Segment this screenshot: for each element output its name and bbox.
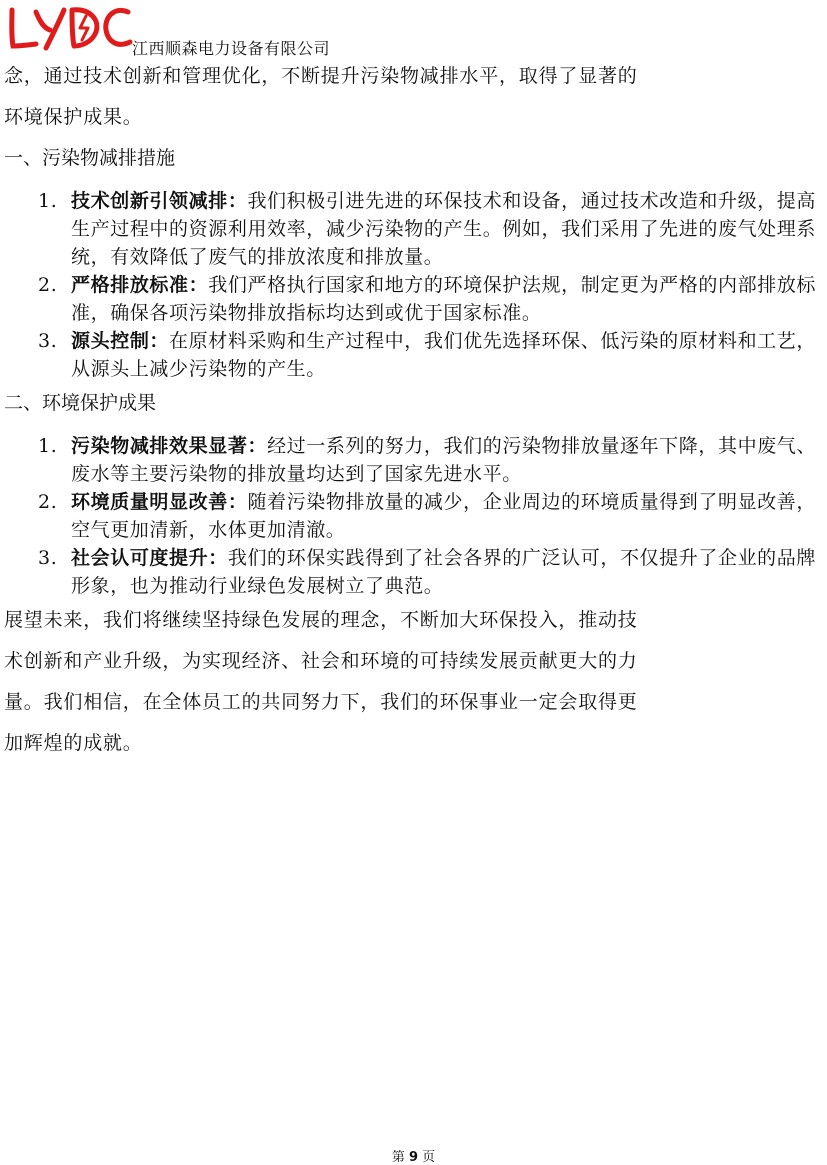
page-suffix: 页 (422, 1150, 436, 1165)
list-item-number: 2. (38, 274, 58, 296)
list-item-title: 技术创新引领减排： (71, 190, 248, 212)
list-item-text: 我们严格执行国家和地方的环境保护法规，制定更 (208, 274, 640, 296)
list-item-text: 为严格的内部排放标准，确保各项污染物排放指标均达到或优于国 (71, 274, 817, 324)
closing-line: 加辉煌的成就。 (4, 732, 143, 754)
section-heading: 一、污染物减排措施 (4, 147, 176, 169)
results-list (4, 432, 824, 600)
list-item-text: 我们的环保实践得到了社会各界的广泛认可，不 (227, 547, 640, 569)
company-logo (6, 2, 134, 54)
list-item-text: 术改造和升级，提高生产过程中的资源利用效率，减少污染物的产 (71, 190, 817, 240)
page-header (6, 2, 426, 56)
list-item (4, 432, 824, 488)
document-body (4, 56, 824, 764)
company-name: 江西顺森电力设备有限公司 (132, 39, 331, 58)
list-item-text: 我们积极引进先进的环保技术和设备，通过技 (247, 190, 640, 212)
section-emission-measures (4, 138, 824, 383)
list-item-title: 环境质量明显改善： (71, 491, 248, 513)
list-item (4, 271, 824, 327)
page-footer (0, 1146, 827, 1165)
list-item-title: 严格排放标准： (71, 274, 209, 296)
closing-paragraph (4, 600, 824, 764)
list-item-text: 染的原材料和工艺，从源头上减少污染物的产生。 (71, 330, 816, 380)
intro-line: 环境保护成果。 (4, 106, 143, 128)
list-item-text: 家标准。 (463, 302, 542, 324)
list-item-number: 2. (38, 491, 58, 513)
list-item-text: 量得到了明显改善，空气更加清新，水体更加清澈。 (71, 491, 817, 541)
page-prefix: 第 (391, 1150, 405, 1165)
intro-line: 念，通过技术创新和管理优化，不断提升污染物减排水平，取得了显著的 (4, 65, 638, 87)
list-item-text: 随着污染物排放量的减少，企业周边的环境质 (247, 491, 640, 513)
closing-line: 术创新和产业升级，为实现经济、社会和环境的可持续发展贡献更大的力 (4, 650, 638, 672)
page-number: 9 (408, 1150, 419, 1165)
list-item-text: 仅提升了企业的品牌形象，也为推动行业绿色发展树立了典范。 (71, 547, 816, 597)
list-item (4, 187, 824, 271)
section-heading: 二、环境保护成果 (4, 392, 157, 414)
list-item-text: 放浓度和排放量。 (286, 246, 444, 268)
list-item-text: 年下降，其中废气、废水等主要污染物的排放量均达到了国家先进 (71, 435, 817, 485)
list-item-number: 1. (38, 190, 58, 212)
list-item (4, 544, 824, 600)
list-item (4, 327, 824, 383)
list-item-number: 3. (38, 547, 58, 569)
list-item-title: 污染物减排效果显著： (71, 435, 268, 457)
measures-list (4, 187, 824, 383)
list-item (4, 488, 824, 544)
list-item-title: 源头控制： (71, 330, 170, 352)
list-item-number: 3. (38, 330, 58, 352)
closing-line: 展望未来，我们将继续坚持绿色发展的理念，不断加大环保投入，推动技 (4, 609, 638, 631)
intro-paragraph (4, 56, 824, 138)
list-item-number: 1. (38, 435, 58, 457)
list-item-text: 在原材料采购和生产过程中，我们优先选择环保、低污 (169, 330, 640, 352)
list-item-text: 水平。 (463, 463, 522, 485)
closing-line: 量。我们相信，在全体员工的共同努力下，我们的环保事业一定会取得更 (4, 691, 638, 713)
list-item-text: 经过一系列的努力，我们的污染物排放量逐 (267, 435, 640, 457)
list-item-title: 社会认可度提升： (71, 547, 228, 569)
list-item-text: 生。例如，我们采用了先进的废气处理系统，有效降低了废气的排 (71, 218, 816, 268)
section-environmental-results (4, 383, 824, 600)
